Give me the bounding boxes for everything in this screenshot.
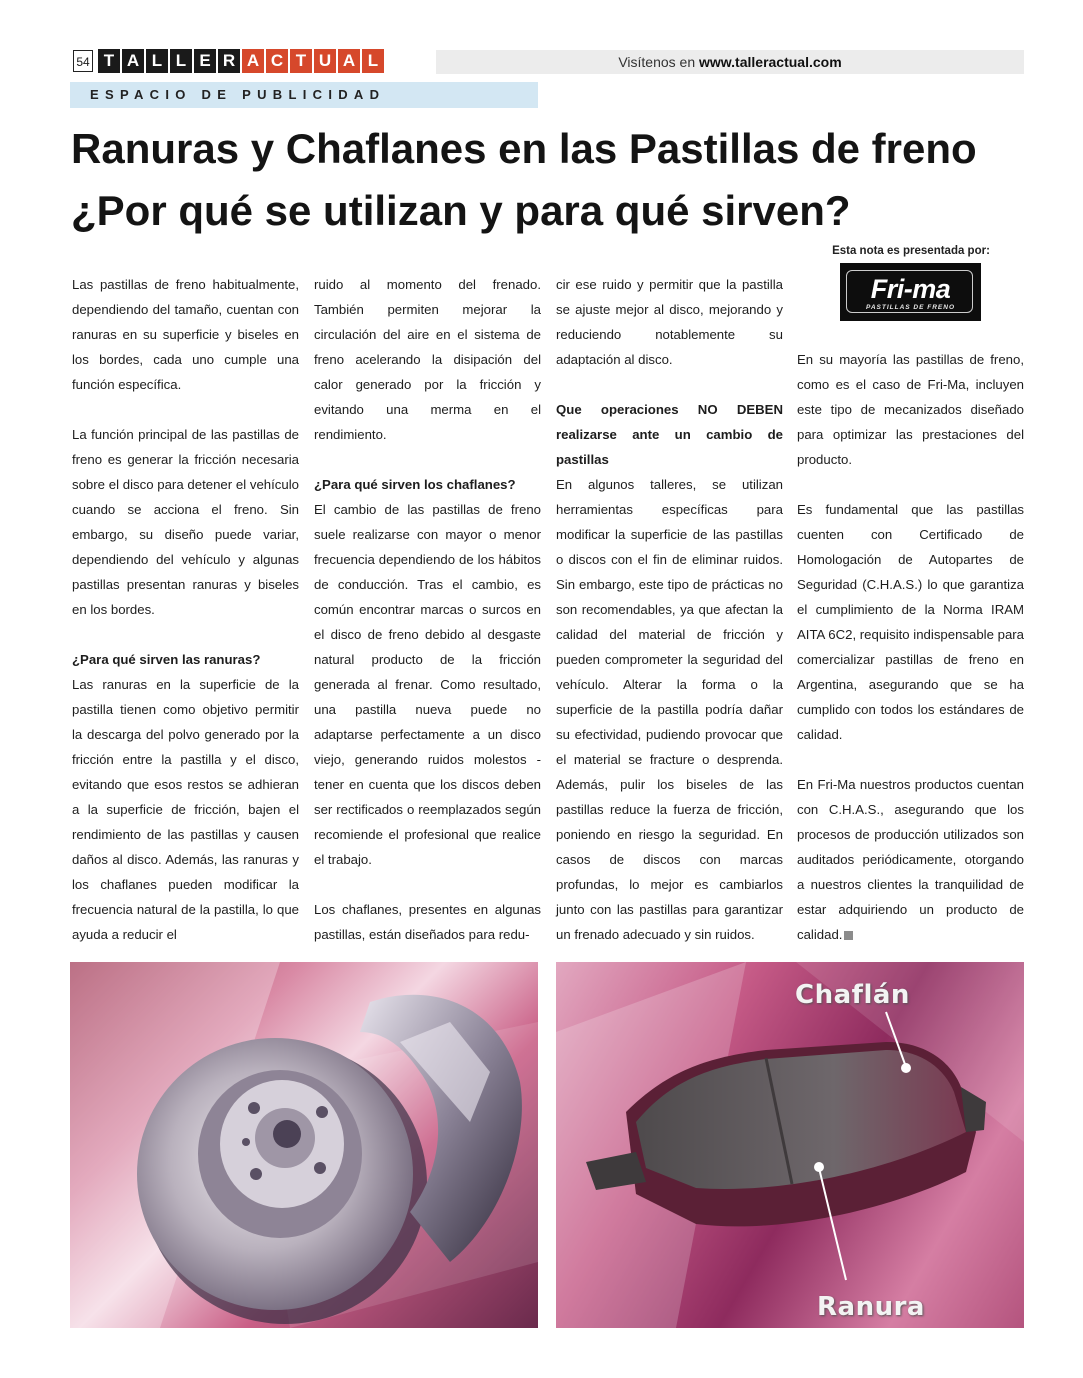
section-block [72,647,299,947]
label-chaflan: Chaflán [795,980,910,1010]
title-line-2: ¿Por qué se utilizan y para qué sirven? [71,187,851,234]
subheading: ¿Para qué sirven las ranuras? [72,652,261,667]
title-line-1: Ranuras y Chaflanes en las Pastillas de freno [71,125,977,172]
brand-letter: L [362,49,384,73]
visit-banner [436,50,1024,74]
paragraph: cir ese ruido y permitir que la pastilla se ajuste mejor al disco, mejorando y reduciendo notablemente su adaptación al disco. [556,277,783,367]
frima-logo [840,263,981,321]
brand-letter: T [290,49,312,73]
brand-letter: C [266,49,288,73]
brand-letter: L [146,49,168,73]
brand-logo-talleractual [98,49,384,73]
brand-letter: R [218,49,240,73]
paragraph: Es fundamental que las pastillas cuenten con Certificado de Homologación de Autopartes de Seguridad (C.H.A.S.) lo que garantiza el cumplimiento de la Norma IRAM AITA 6C2, requisito indispensable para comercializar pastillas de freno en Argentina, asegurando que se ha cumplido con todos los estándares de calidad. [797,502,1025,742]
paragraph: El cambio de las pastillas de freno suele realizarse con mayor o menor frecuencia dependiendo de los hábitos de conducción. Tras el cambio, es común encontrar marcas o surcos en el disco de freno debido al desgaste natural producto de la fricción generada al frenar. Como resultado, una pastilla nueva puede no adaptarse perfectamente a un disco viejo, generando ruidos molestos - tener en cuenta que los discos deben ser rectificados o reemplazados según recomiende el profesional que realice el trabajo. [314,502,541,867]
section-label: ESPACIO DE PUBLICIDAD [90,87,386,102]
article-column-3 [556,272,783,947]
brand-letter: E [194,49,216,73]
brake-disc-illustration [70,962,538,1328]
logo-name: Fri-ma [870,274,951,304]
brand-letter: A [338,49,360,73]
article-column-1 [72,272,299,947]
paragraph: Los chaflanes, presentes en algunas pastillas, están diseñados para redu- [314,902,541,942]
article-column-2 [314,272,541,947]
visit-prefix: Visítenos en [618,54,700,70]
paragraph: Las pastillas de freno habitualmente, dependiendo del tamaño, cuentan con ranuras en su superficie y biseles en los bordes, cada uno cumple una función específica. [72,277,299,392]
subheading: ¿Para qué sirven los chaflanes? [314,477,516,492]
article-column-4 [797,347,1024,947]
section-block [314,472,541,872]
paragraph: En su mayoría las pastillas de freno, como es el caso de Fri-Ma, incluyen este tipo de mecanizados diseñado para optimizar las prestaciones del producto. [797,352,1024,467]
section-block [556,397,783,947]
paragraph-final [797,772,1024,947]
website-link[interactable]: www.talleractual.com [699,54,842,70]
brake-disc-photo [70,962,538,1328]
paragraph: Las ranuras en la superficie de la pastilla tienen como objetivo permitir la descarga del polvo generado por la fricción entre la pastilla y el disco, evitando que esos restos se adhieran a la superficie de fricción, bajen el rendimiento de las pastillas y causen daños al disco. Además, las ranuras y los chaflanes pueden modificar la frecuencia natural de la pastilla, lo que ayuda a reducir el [72,677,299,942]
sponsor-label: Esta nota es presentada por: [832,245,990,257]
brand-letter: T [98,49,120,73]
label-ranura: Ranura [817,1292,925,1322]
brand-letter: U [314,49,336,73]
end-of-article-icon [844,931,853,940]
paragraph: En algunos talleres, se utilizan herramientas específicas para modificar la superficie de las pastillas o discos con el fin de eliminar ruidos. Sin embargo, este tipo de prácticas no son recomendables, ya que afectan la calidad del material de fricción y pueden comprometer la seguridad del vehículo. Alterar la forma o la superficie de la pastilla podría dañar su efectividad, pudiendo provocar que el material se fracture o desprenda. Además, pulir los biseles de las pastillas reduce la fuerza de fricción, poniendo en riesgo la seguridad. En casos de discos con marcas profundas, lo mejor es cambiarlos junto con las pastillas para garantizar un frenado adecuado y sin ruidos. [556,477,783,942]
brake-pad-illustration [556,962,1024,1328]
logo-subtitle: PASTILLAS DE FRENO [865,304,956,311]
paragraph: La función principal de las pastillas de freno es generar la fricción necesaria sobre el disco para detener el vehículo cuando se acciona el freno. Sin embargo, su diseño puede variar, dependiendo del vehículo y algunas pastillas presentan ranuras y biseles en los bordes. [72,427,299,617]
paragraph: En Fri-Ma nuestros productos cuentan con C.H.A.S., asegurando que los procesos de producción utilizados son auditados periódicamente, otorgando a nuestros clientes la tranquilidad de estar adquiriendo un producto de calidad. [797,777,1024,942]
paragraph: ruido al momento del frenado. También permiten mejorar la circulación del aire en el sistema de freno acelerando la disipación del calor generado por la fricción y evitando una merma en el rendimiento. [314,277,541,442]
article-title [71,118,1051,242]
brand-letter: A [122,49,144,73]
subheading: Que operaciones NO DEBEN realizarse ante un cambio de pastillas [556,402,783,467]
brand-letter: L [170,49,192,73]
brand-letter: A [242,49,264,73]
page-number: 54 [73,50,93,72]
brake-pad-photo [556,962,1024,1328]
